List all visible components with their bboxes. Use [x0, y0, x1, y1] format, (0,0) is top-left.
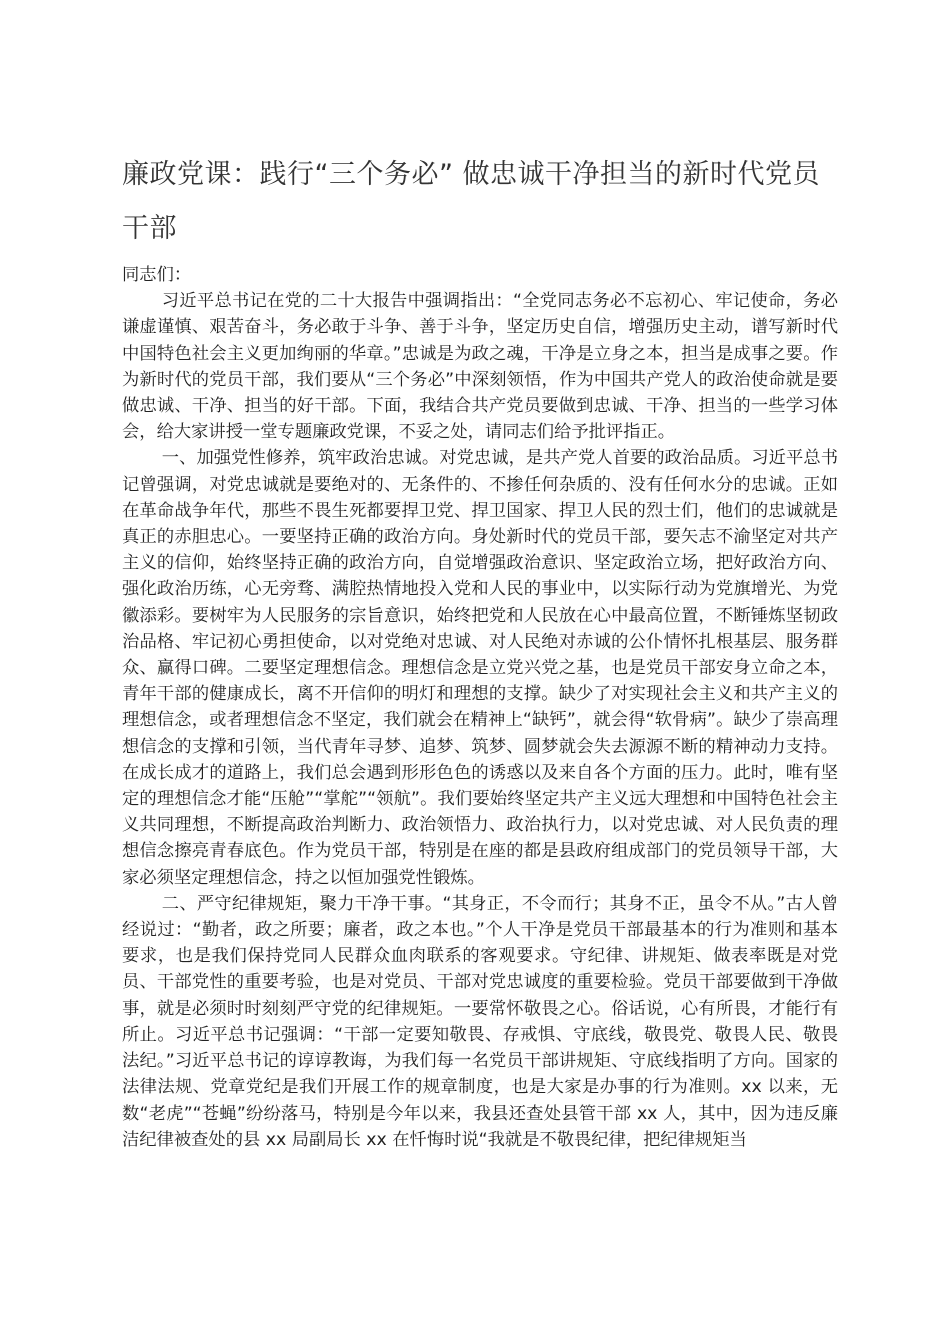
paragraph-section-two: 二、严守纪律规矩，聚力干净干事。“其身正，不令而行；其身不正，虽令不从。”古人曾经说过：“勤者，政之所要；廉者，政之本也。”个人干净是党员干部最基本的行为准则和基本要求，也是我们保持党同人民群众血肉联系的客观要求。守纪律、讲规矩、做表率既是对党员、干部党性的重要考验，也是对党员、干部对党忠诚度的重要检验。党员干部要做到干净做事，就是必须时时刻刻严守党的纪律规矩。一要常怀敬畏之心。俗话说，心有所畏，才能行有所止。习近平总书记强调：“干部一定要知敬畏、存戒惧、守底线，敬畏党、敬畏人民、敬畏法纪。”习近平总书记的谆谆教诲，为我们每一名党员干部讲规矩、守底线指明了方向。国家的法律法规、党章党纪是我们开展工作的规章制度，也是大家是办事的行为准则。xx 以来，无数“老虎”“苍蝇”纷纷落马，特别是今年以来，我县还查处县管干部 xx 人，其中，因为违反廉洁纪律被查处的县 xx 局副局长 xx 在忏悔时说“我就是不敬畏纪律，把纪律规矩当 [122, 893, 838, 1150]
paragraph-intro: 习近平总书记在党的二十大报告中强调指出：“全党同志务必不忘初心、牢记使命，务必谦虚谨慎、艰苦奋斗，务必敢于斗争、善于斗争，坚定历史自信，增强历史主动，谱写新时代中国特色社会主义更加绚丽的华章。”忠诚是为政之魂，干净是立身之本，担当是成事之要。作为新时代的党员干部，我们要从“三个务必”中深刻领悟，作为中国共产党人的政治使命就是要做忠诚、干净、担当的好干部。下面，我结合共产党员要做到忠诚、干净、担当的一些学习体会，给大家讲授一堂专题廉政党课，不妥之处，请同志们给予批评指正。 [122, 291, 838, 443]
document-body [122, 262, 838, 1153]
salutation: 同志们： [122, 265, 192, 285]
paragraph-section-one: 一、加强党性修养，筑牢政治忠诚。对党忠诚，是共产党人首要的政治品质。习近平总书记曾强调，对党忠诚就是要绝对的、无条件的、不掺任何杂质的、没有任何水分的忠诚。正如在革命战争年代，那些不畏生死都要捍卫党、捍卫国家、捍卫人民的烈士们，他们的忠诚就是真正的赤胆忠心。一要坚持正确的政治方向。身处新时代的党员干部，要矢志不渝坚定对共产主义的信仰，始终坚持正确的政治方向，自觉增强政治意识、坚定政治立场，把好政治方向、强化政治历练，心无旁骛、满腔热情地投入党和人民的事业中，以实际行动为党旗增光、为党徽添彩。要树牢为人民服务的宗旨意识，始终把党和人民放在心中最高位置，不断锤炼坚韧政治品格、牢记初心勇担使命，以对党绝对忠诚、对人民绝对赤诚的公仆情怀扎根基层、服务群众、赢得口碑。二要坚定理想信念。理想信念是立党兴党之基，也是党员干部安身立命之本，青年干部的健康成长，离不开信仰的明灯和理想的支撑。缺少了对实现社会主义和共产主义的理想信念，或者理想信念不坚定，我们就会在精神上“缺钙”，就会得“软骨病”。缺少了崇高理想信念的支撑和引领，当代青年寻梦、追梦、筑梦、圆梦就会失去源源不断的精神动力支持。在成长成才的道路上，我们总会遇到形形色色的诱惑以及来自各个方面的压力。此时，唯有坚定的理想信念才能“压舱”“掌舵”“领航”。我们要始终坚定共产主义远大理想和中国特色社会主义共同理想，不断提高政治判断力、政治领悟力、政治执行力，以对党忠诚、对人民负责的理想信念擦亮青春底色。作为党员干部，特别是在座的都是县政府组成部门的党员领导干部，大家必须坚定理想信念，持之以恒加强党性锻炼。 [122, 448, 838, 888]
document-title: 廉政党课：践行“三个务必” 做忠诚干净担当的新时代党员干部 [122, 159, 821, 244]
